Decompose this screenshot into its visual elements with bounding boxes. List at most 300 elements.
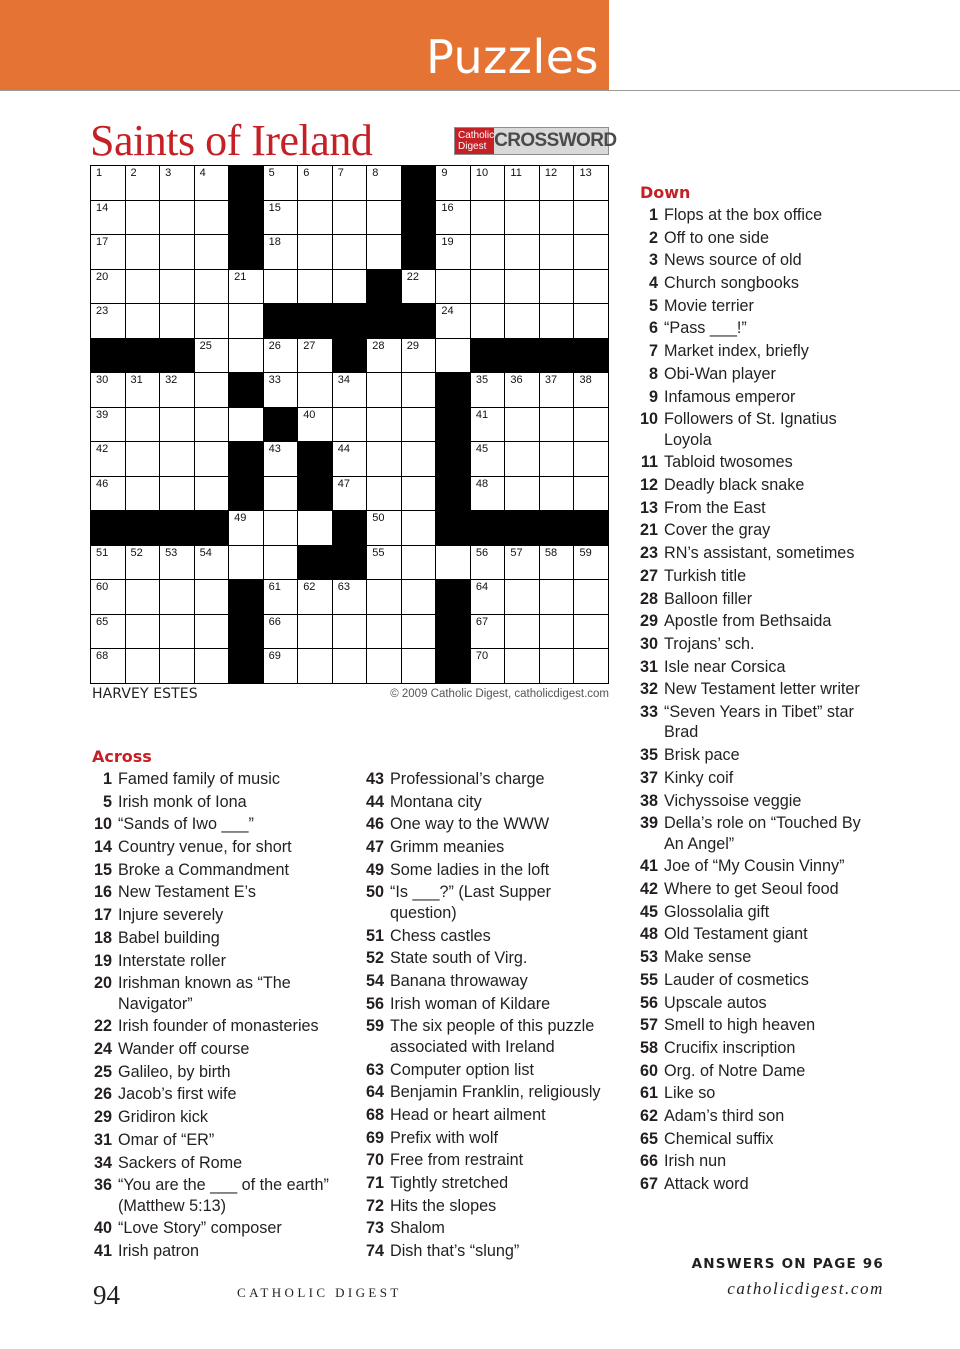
grid-cell[interactable]: [402, 580, 436, 614]
grid-clue-number: 8: [372, 167, 379, 179]
clue-text: Trojans’ sch.: [664, 634, 755, 653]
grid-cell[interactable]: [402, 511, 436, 545]
grid-cell[interactable]: [126, 373, 160, 407]
clue-text: Smell to high heaven: [664, 1016, 816, 1035]
grid-cell[interactable]: [402, 270, 436, 304]
grid-black-square: [264, 408, 298, 442]
clue-text: Off to one side: [664, 228, 769, 247]
grid-cell[interactable]: [367, 166, 401, 200]
grid-cell[interactable]: [505, 546, 539, 580]
clue-item: [362, 1016, 610, 1057]
clue-text: Like so: [664, 1084, 716, 1103]
grid-black-square: [505, 511, 539, 545]
grid-cell[interactable]: [574, 580, 608, 614]
grid-cell[interactable]: [160, 235, 194, 269]
grid-cell[interactable]: [298, 166, 332, 200]
grid-black-square: [436, 373, 470, 407]
grid-cell[interactable]: [195, 339, 229, 373]
grid-clue-number: 65: [96, 615, 109, 628]
grid-cell[interactable]: [367, 511, 401, 545]
grid-cell[interactable]: [264, 511, 298, 545]
grid-black-square: [333, 546, 367, 580]
grid-cell[interactable]: [264, 339, 298, 373]
grid-cell[interactable]: [91, 270, 125, 304]
grid-black-square: [229, 201, 263, 235]
grid-cell[interactable]: [471, 546, 505, 580]
grid-cell[interactable]: [574, 408, 608, 442]
clue-number: 18: [93, 928, 112, 947]
clue-text: Obi-Wan player: [664, 364, 776, 383]
clue-item: [636, 993, 876, 1014]
clue-number: 42: [639, 880, 658, 899]
clue-number: 1: [102, 770, 112, 788]
grid-cell[interactable]: [126, 166, 160, 200]
grid-clue-number: 2: [130, 167, 137, 179]
across-clues-column-1: [90, 769, 340, 1264]
clue-item: [636, 702, 876, 743]
clue-item: [636, 768, 876, 789]
grid-clue-number: 33: [268, 374, 281, 387]
grid-cell[interactable]: [229, 270, 263, 304]
clue-text: Deadly black snake: [664, 476, 805, 495]
grid-cell[interactable]: [298, 580, 332, 614]
grid-cell[interactable]: [402, 339, 436, 373]
grid-cell[interactable]: [436, 235, 470, 269]
grid-cell[interactable]: [436, 166, 470, 200]
clue-item: [90, 860, 340, 881]
grid-cell[interactable]: [195, 304, 229, 338]
grid-cell[interactable]: [195, 235, 229, 269]
grid-cell[interactable]: [402, 408, 436, 442]
grid-cell[interactable]: [436, 304, 470, 338]
grid-cell[interactable]: [229, 339, 263, 373]
grid-cell[interactable]: [126, 477, 160, 511]
grid-cell[interactable]: [402, 477, 436, 511]
grid-cell[interactable]: [264, 580, 298, 614]
grid-cell[interactable]: [264, 477, 298, 511]
grid-cell[interactable]: [574, 304, 608, 338]
clue-item: [362, 860, 610, 881]
grid-cell[interactable]: [402, 546, 436, 580]
grid-cell[interactable]: [195, 649, 229, 683]
grid-cell[interactable]: [333, 270, 367, 304]
grid-clue-number: 30: [96, 374, 109, 387]
grid-cell[interactable]: [471, 615, 505, 649]
grid-cell[interactable]: [540, 615, 574, 649]
grid-black-square: [160, 511, 194, 545]
clue-text: Joe of “My Cousin Vinny”: [664, 857, 845, 876]
clue-text: Tabloid twosomes: [664, 453, 793, 472]
grid-cell[interactable]: [160, 442, 194, 476]
grid-cell[interactable]: [505, 477, 539, 511]
grid-cell[interactable]: [160, 373, 194, 407]
grid-cell[interactable]: [436, 339, 470, 373]
grid-cell[interactable]: [91, 201, 125, 235]
grid-cell[interactable]: [160, 166, 194, 200]
grid-cell[interactable]: [505, 615, 539, 649]
grid-cell[interactable]: [367, 649, 401, 683]
clue-text: Babel building: [118, 928, 220, 947]
grid-cell[interactable]: [471, 270, 505, 304]
grid-cell[interactable]: [574, 166, 608, 200]
grid-cell[interactable]: [160, 615, 194, 649]
grid-black-square: [195, 511, 229, 545]
clue-text: Shalom: [390, 1219, 445, 1238]
grid-cell[interactable]: [540, 166, 574, 200]
grid-cell[interactable]: [574, 477, 608, 511]
grid-cell[interactable]: [471, 649, 505, 683]
grid-cell[interactable]: [505, 580, 539, 614]
grid-cell[interactable]: [367, 580, 401, 614]
grid-cell[interactable]: [195, 201, 229, 235]
grid-clue-number: 38: [579, 374, 592, 387]
grid-cell[interactable]: [298, 649, 332, 683]
grid-cell[interactable]: [264, 546, 298, 580]
grid-cell[interactable]: [264, 166, 298, 200]
grid-cell[interactable]: [298, 408, 332, 442]
grid-cell[interactable]: [574, 615, 608, 649]
clue-text: Followers of St. Ignatius Loyola: [664, 410, 837, 449]
grid-cell[interactable]: [367, 615, 401, 649]
grid-clue-number: 70: [475, 650, 489, 663]
grid-cell[interactable]: [367, 442, 401, 476]
grid-clue-number: 31: [130, 374, 143, 387]
grid-cell[interactable]: [195, 546, 229, 580]
grid-cell[interactable]: [264, 442, 298, 476]
grid-cell[interactable]: [333, 373, 367, 407]
clue-number: 22: [93, 1017, 112, 1036]
grid-cell[interactable]: [505, 408, 539, 442]
clue-item: [636, 475, 876, 496]
grid-black-square: [333, 511, 367, 545]
clue-number: 10: [93, 815, 112, 834]
grid-cell[interactable]: [471, 304, 505, 338]
grid-clue-number: 3: [165, 167, 172, 179]
grid-cell[interactable]: [574, 546, 608, 580]
clue-text: Sackers of Rome: [118, 1153, 243, 1172]
grid-cell[interactable]: [540, 235, 574, 269]
clue-text: Tightly stretched: [390, 1174, 509, 1192]
grid-black-square: [229, 477, 263, 511]
grid-clue-number: 4: [199, 167, 206, 179]
clue-text: Glossolalia gift: [664, 902, 770, 921]
grid-cell[interactable]: [195, 373, 229, 407]
clue-text: Turkish title: [664, 566, 747, 585]
grid-cell[interactable]: [505, 373, 539, 407]
clue-item: [90, 1062, 340, 1083]
grid-cell[interactable]: [367, 201, 401, 235]
clue-number: 52: [365, 949, 384, 968]
across-heading: Across: [92, 747, 152, 766]
grid-cell[interactable]: [540, 649, 574, 683]
grid-cell[interactable]: [195, 270, 229, 304]
grid-cell[interactable]: [195, 477, 229, 511]
grid-cell[interactable]: [333, 649, 367, 683]
grid-cell[interactable]: [367, 373, 401, 407]
grid-cell[interactable]: [91, 546, 125, 580]
clue-number: 51: [365, 926, 384, 945]
clue-text: “Pass ___!”: [664, 319, 747, 338]
grid-cell[interactable]: [160, 270, 194, 304]
grid-black-square: [574, 511, 608, 545]
grid-cell[interactable]: [540, 373, 574, 407]
grid-clue-number: 61: [268, 581, 281, 594]
grid-clue-number: 57: [510, 546, 523, 559]
copyright-notice: © 2009 Catholic Digest, catholicdigest.com: [390, 688, 609, 700]
grid-cell[interactable]: [126, 201, 160, 235]
clue-item: [90, 814, 340, 835]
down-heading: Down: [640, 183, 691, 202]
grid-cell[interactable]: [126, 546, 160, 580]
grid-cell[interactable]: [126, 304, 160, 338]
grid-cell[interactable]: [298, 339, 332, 373]
grid-cell[interactable]: [505, 166, 539, 200]
clue-item: [90, 1084, 340, 1105]
grid-cell[interactable]: [91, 649, 125, 683]
grid-cell[interactable]: [540, 304, 574, 338]
grid-cell[interactable]: [264, 201, 298, 235]
grid-cell[interactable]: [229, 546, 263, 580]
grid-cell[interactable]: [505, 442, 539, 476]
grid-cell[interactable]: [126, 649, 160, 683]
grid-cell[interactable]: [229, 408, 263, 442]
grid-clue-number: 25: [199, 339, 212, 352]
grid-cell[interactable]: [160, 304, 194, 338]
grid-cell[interactable]: [367, 339, 401, 373]
grid-cell[interactable]: [574, 235, 608, 269]
grid-cell[interactable]: [367, 408, 401, 442]
grid-cell[interactable]: [264, 235, 298, 269]
grid-clue-number: 13: [579, 167, 592, 179]
grid-cell[interactable]: [298, 511, 332, 545]
grid-cell[interactable]: [91, 408, 125, 442]
grid-cell[interactable]: [91, 580, 125, 614]
clue-text: Old Testament giant: [664, 925, 808, 944]
clue-text: State south of Virg.: [390, 949, 528, 968]
clue-number: 74: [365, 1242, 384, 1261]
grid-clue-number: 29: [406, 339, 420, 352]
grid-cell[interactable]: [333, 201, 367, 235]
grid-cell[interactable]: [505, 649, 539, 683]
clue-number: 41: [639, 857, 658, 876]
grid-cell[interactable]: [367, 235, 401, 269]
clue-number: 14: [93, 838, 112, 857]
clue-text: Balloon filler: [664, 589, 753, 608]
grid-cell[interactable]: [91, 477, 125, 511]
grid-cell[interactable]: [264, 270, 298, 304]
grid-cell[interactable]: [333, 615, 367, 649]
grid-cell[interactable]: [471, 442, 505, 476]
grid-cell[interactable]: [160, 546, 194, 580]
grid-cell[interactable]: [540, 580, 574, 614]
clue-item: [636, 364, 876, 385]
clue-item: [90, 769, 340, 790]
grid-cell[interactable]: [298, 615, 332, 649]
grid-cell[interactable]: [402, 649, 436, 683]
clue-number: 63: [365, 1060, 384, 1079]
clue-text: Org. of Notre Dame: [664, 1061, 806, 1080]
grid-cell[interactable]: [195, 408, 229, 442]
grid-cell[interactable]: [160, 649, 194, 683]
grid-clue-number: 15: [268, 201, 281, 214]
grid-cell[interactable]: [195, 580, 229, 614]
grid-cell[interactable]: [195, 615, 229, 649]
grid-cell[interactable]: [333, 477, 367, 511]
header-divider: [0, 90, 960, 91]
clue-item: [362, 1105, 610, 1126]
clue-text: Head or heart ailment: [390, 1105, 546, 1124]
grid-cell[interactable]: [402, 615, 436, 649]
grid-cell[interactable]: [574, 442, 608, 476]
grid-cell[interactable]: [471, 235, 505, 269]
grid-black-square: [333, 304, 367, 338]
grid-cell[interactable]: [298, 235, 332, 269]
clue-text: Infamous emperor: [664, 387, 796, 406]
grid-cell[interactable]: [367, 477, 401, 511]
grid-cell[interactable]: [298, 373, 332, 407]
grid-cell[interactable]: [471, 373, 505, 407]
clue-number: 47: [365, 838, 384, 857]
grid-black-square: [402, 235, 436, 269]
grid-cell[interactable]: [160, 408, 194, 442]
grid-cell[interactable]: [333, 442, 367, 476]
grid-cell[interactable]: [126, 408, 160, 442]
grid-cell[interactable]: [471, 477, 505, 511]
clue-item: [636, 679, 876, 700]
clue-item: [636, 498, 876, 519]
clue-text: Free from restraint: [390, 1151, 524, 1170]
grid-cell[interactable]: [471, 166, 505, 200]
grid-cell[interactable]: [574, 373, 608, 407]
clue-text: The six people of this puzzle associated with Ireland: [390, 1017, 595, 1056]
grid-clue-number: 16: [441, 201, 454, 214]
grid-cell[interactable]: [91, 442, 125, 476]
grid-cell[interactable]: [471, 201, 505, 235]
clue-text: Chess castles: [390, 926, 491, 945]
grid-cell[interactable]: [333, 235, 367, 269]
grid-cell[interactable]: [298, 201, 332, 235]
grid-cell[interactable]: [91, 304, 125, 338]
grid-cell[interactable]: [333, 580, 367, 614]
clue-item: [362, 948, 610, 969]
clue-text: Country venue, for short: [118, 838, 292, 857]
grid-cell[interactable]: [505, 304, 539, 338]
grid-cell[interactable]: [436, 546, 470, 580]
grid-cell[interactable]: [436, 270, 470, 304]
clue-item: [636, 813, 876, 854]
grid-cell[interactable]: [540, 408, 574, 442]
grid-cell[interactable]: [229, 511, 263, 545]
grid-clue-number: 28: [372, 339, 385, 352]
grid-black-square: [126, 339, 160, 373]
grid-cell[interactable]: [264, 373, 298, 407]
grid-black-square: [229, 615, 263, 649]
grid-cell[interactable]: [333, 408, 367, 442]
grid-cell[interactable]: [126, 580, 160, 614]
grid-cell[interactable]: [91, 615, 125, 649]
crossword-grid[interactable]: [90, 165, 609, 684]
grid-cell[interactable]: [126, 270, 160, 304]
clue-number: 73: [365, 1219, 384, 1238]
clue-number: 37: [639, 768, 658, 787]
grid-cell[interactable]: [540, 442, 574, 476]
clue-number: 4: [648, 274, 658, 293]
grid-cell[interactable]: [229, 304, 263, 338]
clue-text: Benjamin Franklin, religiously: [390, 1083, 601, 1102]
clue-number: 44: [365, 792, 384, 811]
grid-cell[interactable]: [574, 649, 608, 683]
grid-cell[interactable]: [91, 373, 125, 407]
grid-cell[interactable]: [540, 201, 574, 235]
clue-number: 36: [93, 1176, 112, 1195]
grid-cell[interactable]: [367, 546, 401, 580]
clue-item: [636, 902, 876, 923]
website-url[interactable]: catholicdigest.com: [727, 1279, 884, 1298]
grid-cell[interactable]: [195, 442, 229, 476]
across-clues-column-2: [362, 769, 610, 1264]
clue-number: 2: [648, 228, 658, 247]
grid-black-square: [264, 304, 298, 338]
grid-clue-number: 5: [268, 167, 275, 179]
grid-cell[interactable]: [540, 546, 574, 580]
grid-cell[interactable]: [160, 477, 194, 511]
grid-cell[interactable]: [160, 201, 194, 235]
clue-number: 29: [93, 1108, 112, 1127]
clue-item: [636, 409, 876, 450]
grid-cell[interactable]: [264, 615, 298, 649]
grid-black-square: [91, 511, 125, 545]
grid-cell[interactable]: [471, 580, 505, 614]
grid-black-square: [436, 615, 470, 649]
grid-cell[interactable]: [574, 270, 608, 304]
grid-black-square: [333, 339, 367, 373]
grid-cell[interactable]: [160, 580, 194, 614]
grid-cell[interactable]: [333, 166, 367, 200]
clue-number: 21: [639, 521, 658, 540]
grid-cell[interactable]: [195, 166, 229, 200]
grid-cell[interactable]: [436, 201, 470, 235]
clue-text: Banana throwaway: [390, 972, 528, 990]
grid-cell[interactable]: [126, 442, 160, 476]
grid-cell[interactable]: [471, 408, 505, 442]
grid-cell[interactable]: [540, 477, 574, 511]
grid-black-square: [540, 511, 574, 545]
grid-cell[interactable]: [505, 235, 539, 269]
grid-cell[interactable]: [298, 270, 332, 304]
grid-cell[interactable]: [402, 373, 436, 407]
clue-text: Irish monk of Iona: [118, 792, 247, 811]
grid-cell[interactable]: [91, 166, 125, 200]
grid-cell[interactable]: [126, 235, 160, 269]
grid-cell[interactable]: [574, 201, 608, 235]
clue-number: 39: [639, 814, 658, 833]
grid-cell[interactable]: [540, 270, 574, 304]
grid-cell[interactable]: [126, 615, 160, 649]
clue-item: [636, 228, 876, 249]
clue-text: Where to get Seoul food: [664, 880, 839, 899]
grid-black-square: [298, 442, 332, 476]
clue-item: [362, 882, 610, 923]
grid-clue-number: 53: [165, 546, 178, 559]
grid-cell[interactable]: [91, 235, 125, 269]
grid-cell[interactable]: [264, 649, 298, 683]
grid-clue-number: 7: [337, 167, 344, 179]
grid-clue-number: 12: [544, 167, 558, 179]
grid-cell[interactable]: [505, 201, 539, 235]
grid-cell[interactable]: [505, 270, 539, 304]
grid-cell[interactable]: [402, 442, 436, 476]
clue-text: Omar of “ER”: [118, 1130, 215, 1149]
